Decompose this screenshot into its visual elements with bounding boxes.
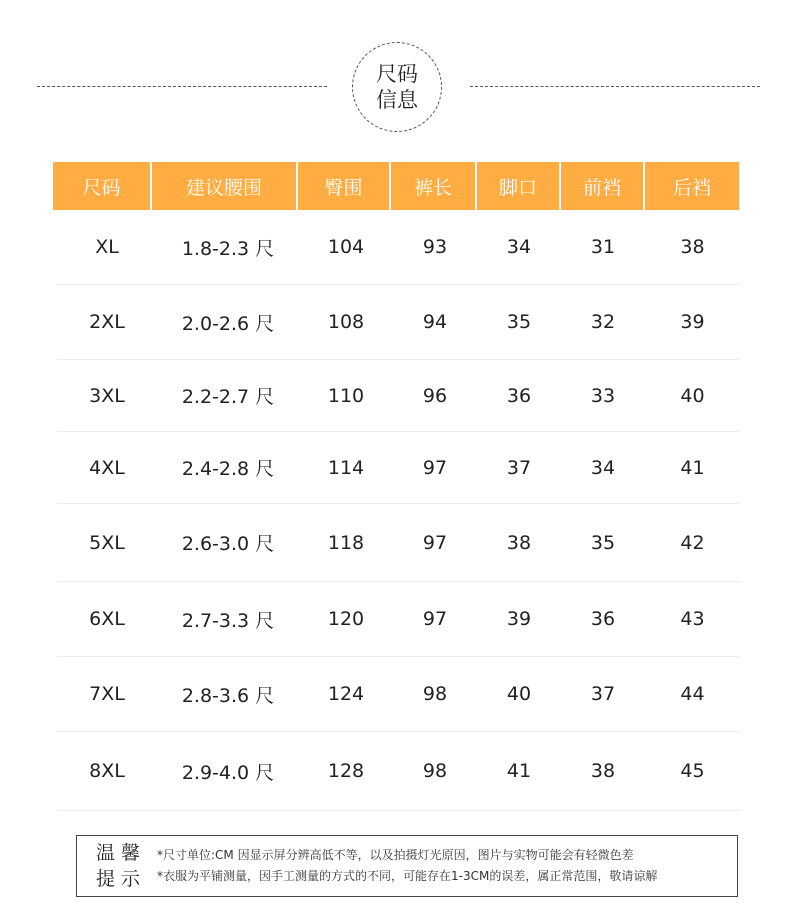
cell-length: 97 <box>422 531 448 554</box>
cell-back-rise: 41 <box>680 456 705 479</box>
cell-waist: 1.8-2.3 尺 <box>181 237 275 260</box>
cell-hip: 120 <box>327 608 365 630</box>
cell-waist: 2.2-2.7 尺 <box>181 386 275 408</box>
cell-length: 98 <box>422 683 448 705</box>
table-row <box>57 732 740 811</box>
cell-waist: 2.0-2.6 尺 <box>181 312 275 335</box>
table-row <box>57 360 740 432</box>
cell-hip: 128 <box>327 760 365 782</box>
cell-size: 4XL <box>89 456 125 479</box>
title-line-2: 信息 <box>376 88 418 112</box>
cell-front-rise: 34 <box>590 456 616 479</box>
cell-length: 97 <box>422 456 448 479</box>
cell-hem: 41 <box>506 760 532 782</box>
table-row <box>57 657 740 732</box>
cell-front-rise: 37 <box>590 683 616 705</box>
cell-size: 8XL <box>89 760 125 782</box>
cell-length: 96 <box>422 384 448 407</box>
cell-hem: 34 <box>506 236 532 258</box>
cell-length: 94 <box>422 311 448 333</box>
cell-size: 5XL <box>89 531 125 554</box>
notice-heading-line-1: 温馨 <box>95 842 146 864</box>
notice-heading <box>85 840 157 892</box>
header-size: 尺码 <box>53 162 150 210</box>
table-row <box>57 285 740 360</box>
title-divider-right <box>470 86 760 87</box>
cell-hip: 118 <box>327 531 365 554</box>
header-front-rise: 前裆 <box>561 162 643 210</box>
cell-hip: 108 <box>327 311 365 333</box>
cell-front-rise: 32 <box>590 311 616 333</box>
notice-box <box>76 835 738 897</box>
cell-size: 2XL <box>89 311 125 333</box>
notice-text <box>157 845 737 887</box>
cell-front-rise: 35 <box>590 531 616 554</box>
cell-hip: 104 <box>327 236 365 258</box>
cell-hem: 35 <box>506 311 532 333</box>
cell-length: 97 <box>422 608 448 630</box>
cell-hip: 124 <box>327 683 365 705</box>
cell-size: 3XL <box>89 384 125 407</box>
cell-hem: 39 <box>506 608 532 630</box>
cell-waist: 2.7-3.3 尺 <box>181 609 275 632</box>
cell-size: XL <box>95 236 119 258</box>
cell-front-rise: 38 <box>590 760 616 782</box>
cell-back-rise: 42 <box>680 531 705 554</box>
table-row <box>57 432 740 504</box>
table-row <box>57 210 740 285</box>
section-title <box>0 38 790 134</box>
cell-back-rise: 44 <box>680 683 705 705</box>
title-badge <box>352 42 442 132</box>
title-line-1: 尺码 <box>376 62 418 86</box>
cell-hem: 37 <box>506 456 532 479</box>
title-divider-left <box>37 86 327 87</box>
header-waist: 建议腰围 <box>152 162 296 210</box>
table-row <box>57 504 740 582</box>
cell-hem: 36 <box>506 384 532 407</box>
notice-line-2: *衣服为平铺测量，因手工测量的方式的不同，可能存在1-3CM的误差，属正常范围，敬请谅解 <box>157 869 658 883</box>
cell-back-rise: 39 <box>680 311 705 333</box>
cell-waist: 2.9-4.0 尺 <box>181 761 275 784</box>
cell-back-rise: 38 <box>680 236 705 258</box>
header-hip: 臀围 <box>298 162 389 210</box>
header-back-rise: 后裆 <box>645 162 739 210</box>
cell-waist: 2.8-3.6 尺 <box>181 684 275 707</box>
header-length: 裤长 <box>391 162 475 210</box>
cell-hip: 114 <box>327 456 365 479</box>
notice-heading-line-2: 提示 <box>95 868 146 890</box>
cell-hem: 38 <box>506 531 532 554</box>
table-header <box>53 162 739 210</box>
size-table-body <box>57 210 740 811</box>
cell-front-rise: 36 <box>590 608 616 630</box>
cell-length: 93 <box>422 236 448 258</box>
cell-front-rise: 31 <box>590 236 616 258</box>
cell-front-rise: 33 <box>590 384 616 407</box>
cell-back-rise: 40 <box>680 384 705 407</box>
notice-line-1: *尺寸单位:CM 因显示屏分辨高低不等，以及拍摄灯光原因，图片与实物可能会有轻微色差 <box>157 848 634 862</box>
cell-back-rise: 45 <box>680 760 705 782</box>
cell-waist: 2.4-2.8 尺 <box>181 458 275 480</box>
cell-hem: 40 <box>506 683 532 705</box>
cell-back-rise: 43 <box>680 608 705 630</box>
table-row <box>57 582 740 657</box>
cell-hip: 110 <box>327 384 365 407</box>
cell-waist: 2.6-3.0 尺 <box>181 533 275 555</box>
cell-length: 98 <box>422 760 448 782</box>
header-hem: 脚口 <box>477 162 559 210</box>
cell-size: 7XL <box>89 683 125 705</box>
cell-size: 6XL <box>89 608 125 630</box>
